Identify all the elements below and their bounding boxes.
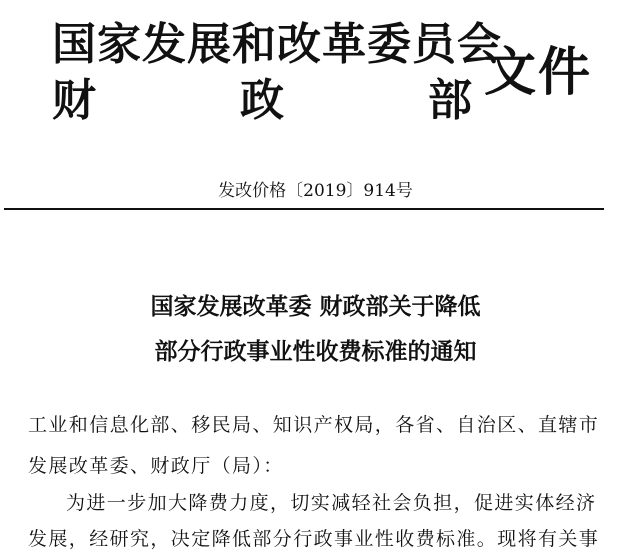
document-title-line: 部分行政事业性收费标准的通知 [154,339,477,365]
body-text-line: 为进一步加大降费力度，切实减轻社会负担，促进实体经济 [66,492,597,514]
document-title-line: 国家发展改革委 财政部关于降低 [150,294,481,320]
issuer-mof [52,64,472,128]
body-text-line: 发展，经研究，决定降低部分行政事业性收费标准。现将有关事 [28,528,600,550]
body-text-line: 发展改革委、财政厅（局）： [28,455,284,477]
issuer-ndrc: 国家发展和改革委员会 [52,19,502,70]
issuer-mof-char: 财 [52,75,96,126]
document-kind: 文件 [484,43,593,103]
issuer-mof-char: 部 [428,75,472,126]
issuer-mof-char: 政 [240,75,284,126]
header-divider [4,208,604,210]
body-text-line: 工业和信息化部、移民局、知识产权局，各省、自治区、直辖市 [28,414,600,436]
document-number: 发改价格〔2019〕914号 [218,181,413,201]
